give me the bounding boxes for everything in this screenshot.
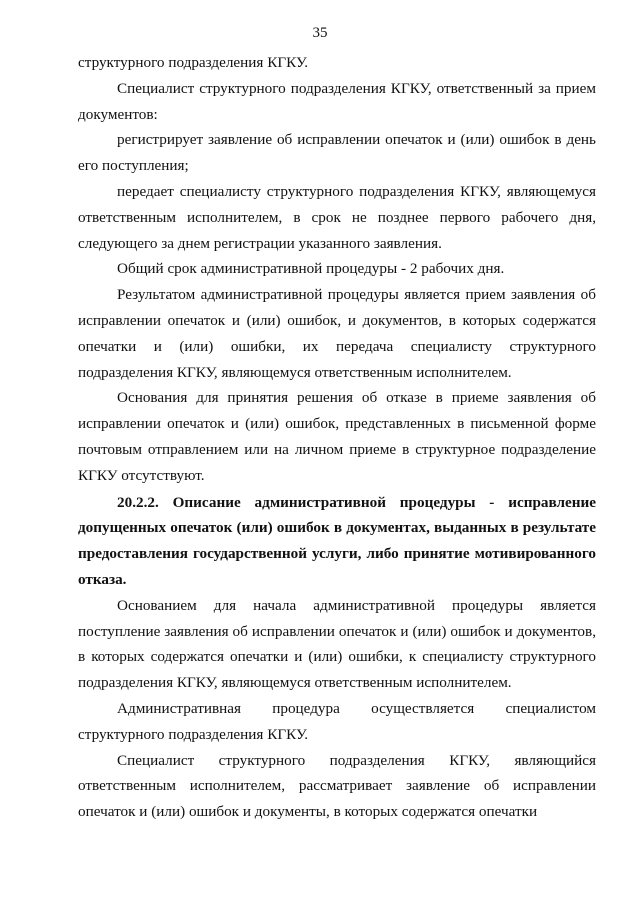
section-heading: 20.2.2. Описание административной процедуры - исправление допущенных опечаток (или) ошибок в документах, выданных в результате предоставления государственной услуги, либо принятие мотивированного отказа. [78,493,596,588]
paragraph-transfers: передает специалисту структурного подразделения КГКУ, являющемуся ответственным исполнителем, в срок не позднее первого рабочего дня, следующего за днем регистрации указанного заявления. [78,182,596,252]
document-body [78,50,596,825]
paragraph-specialist-intake: Специалист структурного подразделения КГКУ, ответственный за прием документов: [78,79,596,123]
paragraph-review: Специалист структурного подразделения КГКУ, являющийся ответственным исполнителем, рассматривает заявление об исправлении опечаток и (или) ошибок и документы, в которых содержатся опечатки [78,751,596,821]
paragraph-continuation: структурного подразделения КГКУ. [78,54,309,71]
paragraph-procedure-performer: Административная процедура осуществляется специалистом структурного подразделения КГКУ. [78,699,596,743]
page-number: 35 [312,25,328,41]
paragraph-refusal-grounds: Основания для принятия решения об отказе в приеме заявления об исправлении опечаток и (или) ошибок, представленных в письменной форме почтовым отправлением или на личном приеме в структурное подразделение КГКУ отсутствуют. [78,389,596,484]
paragraph-basis: Основанием для начала административной процедуры является поступление заявления об исправлении опечаток и (или) ошибок и документов, в которых содержатся опечатки и (или) ошибки, к специалисту структурного подразделения КГКУ, являющемуся ответственным исполнителем. [78,596,596,692]
paragraph-registers: регистрирует заявление об исправлении опечаток и (или) ошибок в день его поступления; [78,131,596,175]
paragraph-total-term: Общий срок административной процедуры - 2 рабочих дня. [117,260,505,278]
paragraph-result: Результатом административной процедуры является прием заявления об исправлении опечаток и (или) ошибок, и документов, в которых содержатся опечатки и (или) ошибки, их передача специалисту структурного подразделения КГКУ, являющемуся ответственным исполнителем. [78,286,596,381]
